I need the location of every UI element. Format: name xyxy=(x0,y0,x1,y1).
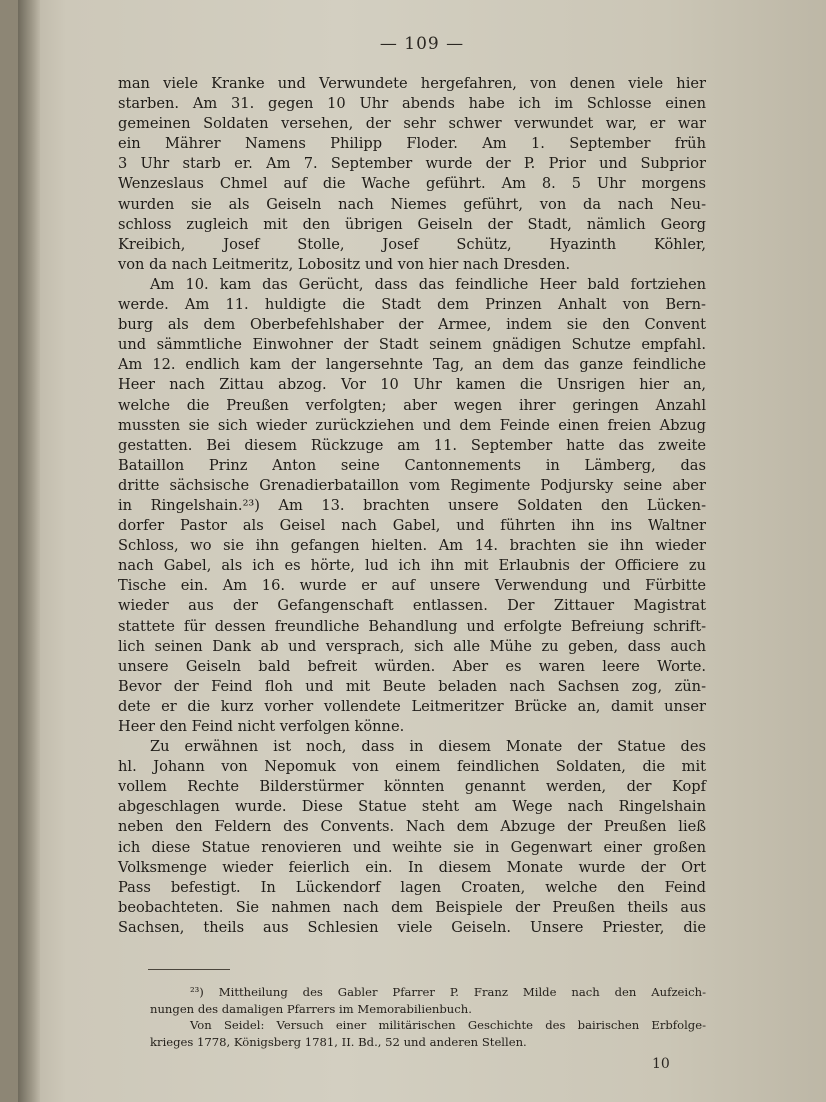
text-line: von da nach Leitmeritz, Lobositz und von hier nach Dresden. xyxy=(118,255,571,273)
text-line: dritte sächsische Grenadierbataillon vom Regimente Podjursky seine aber xyxy=(118,476,706,494)
footnotes xyxy=(150,984,706,1050)
footnote-line: ²³) Mittheilung des Gabler Pfarrer P. Franz Milde nach den Aufzeich- xyxy=(190,985,706,999)
text-line: Heer nach Zittau abzog. Vor 10 Uhr kamen die Unsrigen hier an, xyxy=(118,376,706,394)
text-line: Am 10. kam das Gerücht, dass das feindliche Heer bald fortziehen xyxy=(150,275,706,293)
footnote-line: krieges 1778, Königsberg 1781, II. Bd., 52 und anderen Stellen. xyxy=(150,1034,527,1049)
text-line: stattete für dessen freundliche Behandlung und erfolgte Befreiung schrift- xyxy=(118,617,706,635)
text-line: ich diese Statue renovieren und weihte sie in Gegenwart einer großen xyxy=(118,838,706,856)
text-line: dorfer Pastor als Geisel nach Gabel, und führten ihn ins Waltner xyxy=(118,517,706,535)
footnote-line: Von Seidel: Versuch einer militärischen Geschichte des bairischen Erbfolge- xyxy=(190,1018,706,1033)
text-line: starben. Am 31. gegen 10 Uhr abends habe ich im Schlosse einen xyxy=(118,95,706,113)
text-line: abgeschlagen wurde. Diese Statue steht am Wege nach Ringelshain xyxy=(118,798,706,816)
text-line: mussten sie sich wieder zurückziehen und dem Feinde einen freien Abzug xyxy=(118,416,706,434)
text-line: hl. Johann von Nepomuk von einem feindlichen Soldaten, die mit xyxy=(118,758,706,776)
text-line: werde. Am 11. huldigte die Stadt dem Prinzen Anhalt von Bern- xyxy=(118,296,706,314)
text-line: 3 Uhr starb er. Am 7. September wurde der P. Prior und Subprior xyxy=(118,155,706,173)
text-line: ein Mährer Namens Philipp Floder. Am 1. September früh xyxy=(118,135,706,153)
text-line: unsere Geiseln bald befreit würden. Aber es waren leere Worte. xyxy=(118,657,706,675)
text-line: gestatten. Bei diesem Rückzuge am 11. September hatte das zweite xyxy=(118,436,706,454)
text-line: Zu erwähnen ist noch, dass in diesem Monate der Statue des xyxy=(150,738,706,756)
text-line: nach Gabel, als ich es hörte, lud ich ihn mit Erlaubnis der Officiere zu xyxy=(118,557,706,575)
text-line: Tische ein. Am 16. wurde er auf unsere Verwendung und Fürbitte xyxy=(118,577,706,595)
text-line: vollem Rechte Bilderstürmer könnten genannt werden, der Kopf xyxy=(118,778,706,796)
page-number: — 109 — xyxy=(379,34,465,54)
text-line: welche die Preußen verfolgten; aber wegen ihrer geringen Anzahl xyxy=(118,396,706,414)
footnote-line: nungen des damaligen Pfarrers im Memorabilienbuch. xyxy=(150,1001,472,1016)
text-line: schloss zugleich mit den übrigen Geiseln der Stadt, nämlich Georg xyxy=(118,215,706,233)
text-line: und sämmtliche Einwohner der Stadt seinem gnädigen Schutze empfahl. xyxy=(118,336,706,354)
text-line: Pass befestigt. In Lückendorf lagen Croaten, welche den Feind xyxy=(118,878,706,896)
text-line: Volksmenge wieder feierlich ein. In diesem Monate wurde der Ort xyxy=(118,858,706,876)
text-line: Sachsen, theils aus Schlesien viele Geiseln. Unsere Priester, die xyxy=(118,918,706,936)
text-line: Wenzeslaus Chmel auf die Wache geführt. Am 8. 5 Uhr morgens xyxy=(118,175,706,193)
text-line: Schloss, wo sie ihn gefangen hielten. Am 14. brachten sie ihn wieder xyxy=(118,537,706,555)
footnote-divider xyxy=(148,969,230,970)
body-text xyxy=(118,74,706,938)
book-spine-shadow xyxy=(18,0,40,1102)
text-line: Bataillon Prinz Anton seine Cantonnements in Lämberg, das xyxy=(118,456,706,474)
text-line: Bevor der Feind floh und mit Beute beladen nach Sachsen zog, zün- xyxy=(118,677,706,695)
text-line: wieder aus der Gefangenschaft entlassen. Der Zittauer Magistrat xyxy=(118,597,706,615)
text-line: beobachteten. Sie nahmen nach dem Beispiele der Preußen theils aus xyxy=(118,898,706,916)
signature-mark: 10 xyxy=(652,1056,670,1072)
text-line: Heer den Feind nicht verfolgen könne. xyxy=(118,718,405,735)
text-line: burg als dem Oberbefehlshaber der Armee, indem sie den Convent xyxy=(118,316,706,334)
book-page xyxy=(18,0,826,1102)
text-line: wurden sie als Geiseln nach Niemes geführt, von da nach Neu- xyxy=(118,195,706,213)
text-line: dete er die kurz vorher vollendete Leitmeritzer Brücke an, damit unser xyxy=(118,697,706,715)
text-line: gemeinen Soldaten versehen, der sehr schwer verwundet war, er war xyxy=(118,115,706,133)
text-line: in Ringelshain.²³) Am 13. brachten unsere Soldaten den Lücken- xyxy=(118,496,706,514)
text-line: Kreibich, Josef Stolle, Josef Schütz, Hyazinth Köhler, xyxy=(118,235,706,253)
text-line: lich seinen Dank ab und versprach, sich alle Mühe zu geben, dass auch xyxy=(118,637,706,655)
text-line: Am 12. endlich kam der langersehnte Tag, an dem das ganze feindliche xyxy=(118,356,706,374)
text-line: neben den Feldern des Convents. Nach dem Abzuge der Preußen ließ xyxy=(118,818,706,836)
text-line: man viele Kranke und Verwundete hergefahren, von denen viele hier xyxy=(118,75,706,92)
